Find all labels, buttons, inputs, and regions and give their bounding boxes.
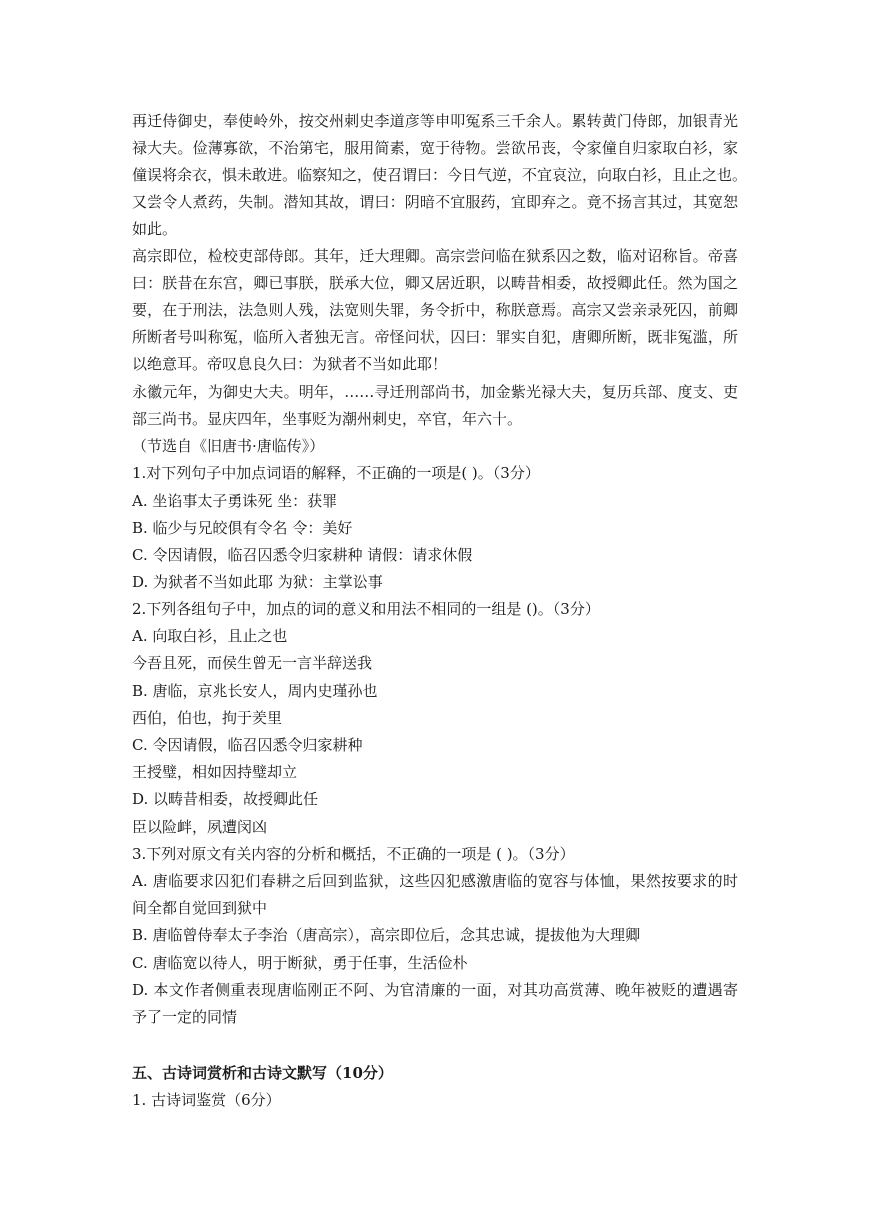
section-item: 1. 古诗词鉴赏（6分）: [132, 1091, 281, 1109]
option-a-cont: 间全都自觉回到狱中: [132, 899, 268, 917]
passage-line: 再迁侍御史，奉使岭外，按交州刺史李道彦等申叩冤系三千余人。累转黄门侍郎，加银青光: [132, 112, 738, 130]
passage-line: 以绝意耳。帝叹息良久曰：为狱者不当如此耶！: [132, 355, 448, 373]
section-title: 五、古诗词赏析和古诗文默写（10分）: [132, 1064, 393, 1082]
option-a: A. 坐谄事太子勇诛死 坐：获罪: [132, 492, 338, 510]
passage-line: 部三尚书。显庆四年，坐事贬为潮州刺史，卒官，年六十。: [132, 410, 523, 428]
passage-line: 高宗即位，检校吏部侍郎。其年，迁大理卿。高宗尝问临在狱系囚之数，临对诏称旨。帝喜: [132, 247, 738, 265]
question-stem: 3.下列对原文有关内容的分析和概括，不正确的一项是 ( )。（3分）: [132, 845, 575, 863]
option-d: D. 本文作者侧重表现唐临刚正不阿、为官清廉的一面，对其功高赏薄、晚年被贬的遭遇寄: [132, 981, 738, 999]
option-d: D. 为狱者不当如此耶 为狱：主掌讼事: [132, 573, 383, 591]
passage-line: 所断者号叫称冤，临所入者独无言。帝怪问状，囚曰：罪实自犯，唐卿所断，既非冤滥，所: [132, 328, 738, 346]
question-stem: 1.对下列句子中加点词语的解释，不正确的一项是( )。（3分）: [132, 464, 540, 482]
passage-line: 僮误将余衣，惧未敢进。临察知之，使召谓曰：今日气逆，不宜哀泣，向取白衫，且止之也。: [132, 166, 748, 184]
option-a: A. 唐临要求囚犯们春耕之后回到监狱，这些囚犯感激唐临的宽容与体恤，果然按要求的时: [132, 872, 738, 890]
question-stem: 2.下列各组句子中，加点的词的意义和用法不相同的一组是 ()。（3分）: [132, 600, 600, 618]
passage-line: 要，在于刑法，法急则人残，法宽则失罪，务令折中，称朕意焉。高宗又尝亲录死囚，前卿: [132, 301, 738, 319]
passage-source: （节选自《旧唐书·唐临传》）: [132, 437, 325, 455]
passage-line: 禄大夫。俭薄寡欲，不治第宅，服用简素，宽于待物。尝欲吊丧，令家僮自归家取白衫，家: [132, 139, 738, 157]
option-c-pair: 王授璧，相如因持璧却立: [132, 763, 298, 781]
option-d-cont: 予了一定的同情: [132, 1008, 238, 1026]
option-d-pair: 臣以险衅，夙遭闵凶: [132, 818, 268, 836]
option-b-pair: 西伯，伯也，拘于羑里: [132, 709, 283, 727]
passage-line: 如此。: [132, 220, 178, 238]
passage-line: 永徽元年，为御史大夫。明年，……寻迁刑部尚书，加金紫光禄大夫，复历兵部、度支、吏: [132, 383, 738, 401]
option-a: A. 向取白衫，且止之也: [132, 627, 288, 645]
option-c: C. 令因请假，临召囚悉令归家耕种 请假：请求休假: [132, 546, 473, 564]
passage-line: 曰：朕昔在东宫，卿已事朕，朕承大位，卿又居近职，以畴昔相委，故授卿此任。然为国之: [132, 274, 738, 292]
option-d: D. 以畴昔相委，故授卿此任: [132, 790, 319, 808]
option-b: B. 临少与兄皎俱有令名 令：美好: [132, 519, 353, 537]
option-b: B. 唐临，京兆长安人，周内史瑾孙也: [132, 682, 378, 700]
option-c: C. 唐临宽以待人，明于断狱，勇于任事，生活俭朴: [132, 954, 468, 972]
option-a-pair: 今吾且死，而侯生曾无一言半辞送我: [132, 654, 373, 672]
option-c: C. 令因请假，临召囚悉令归家耕种: [132, 736, 363, 754]
option-b: B. 唐临曾侍奉太子李治（唐高宗），高宗即位后，念其忠诚，提拔他为大理卿: [132, 926, 641, 944]
passage-line: 又尝令人煮药，失制。潜知其故，谓曰：阴暗不宜服药，宜即弃之。竟不扬言其过，其宽恕: [132, 193, 738, 211]
